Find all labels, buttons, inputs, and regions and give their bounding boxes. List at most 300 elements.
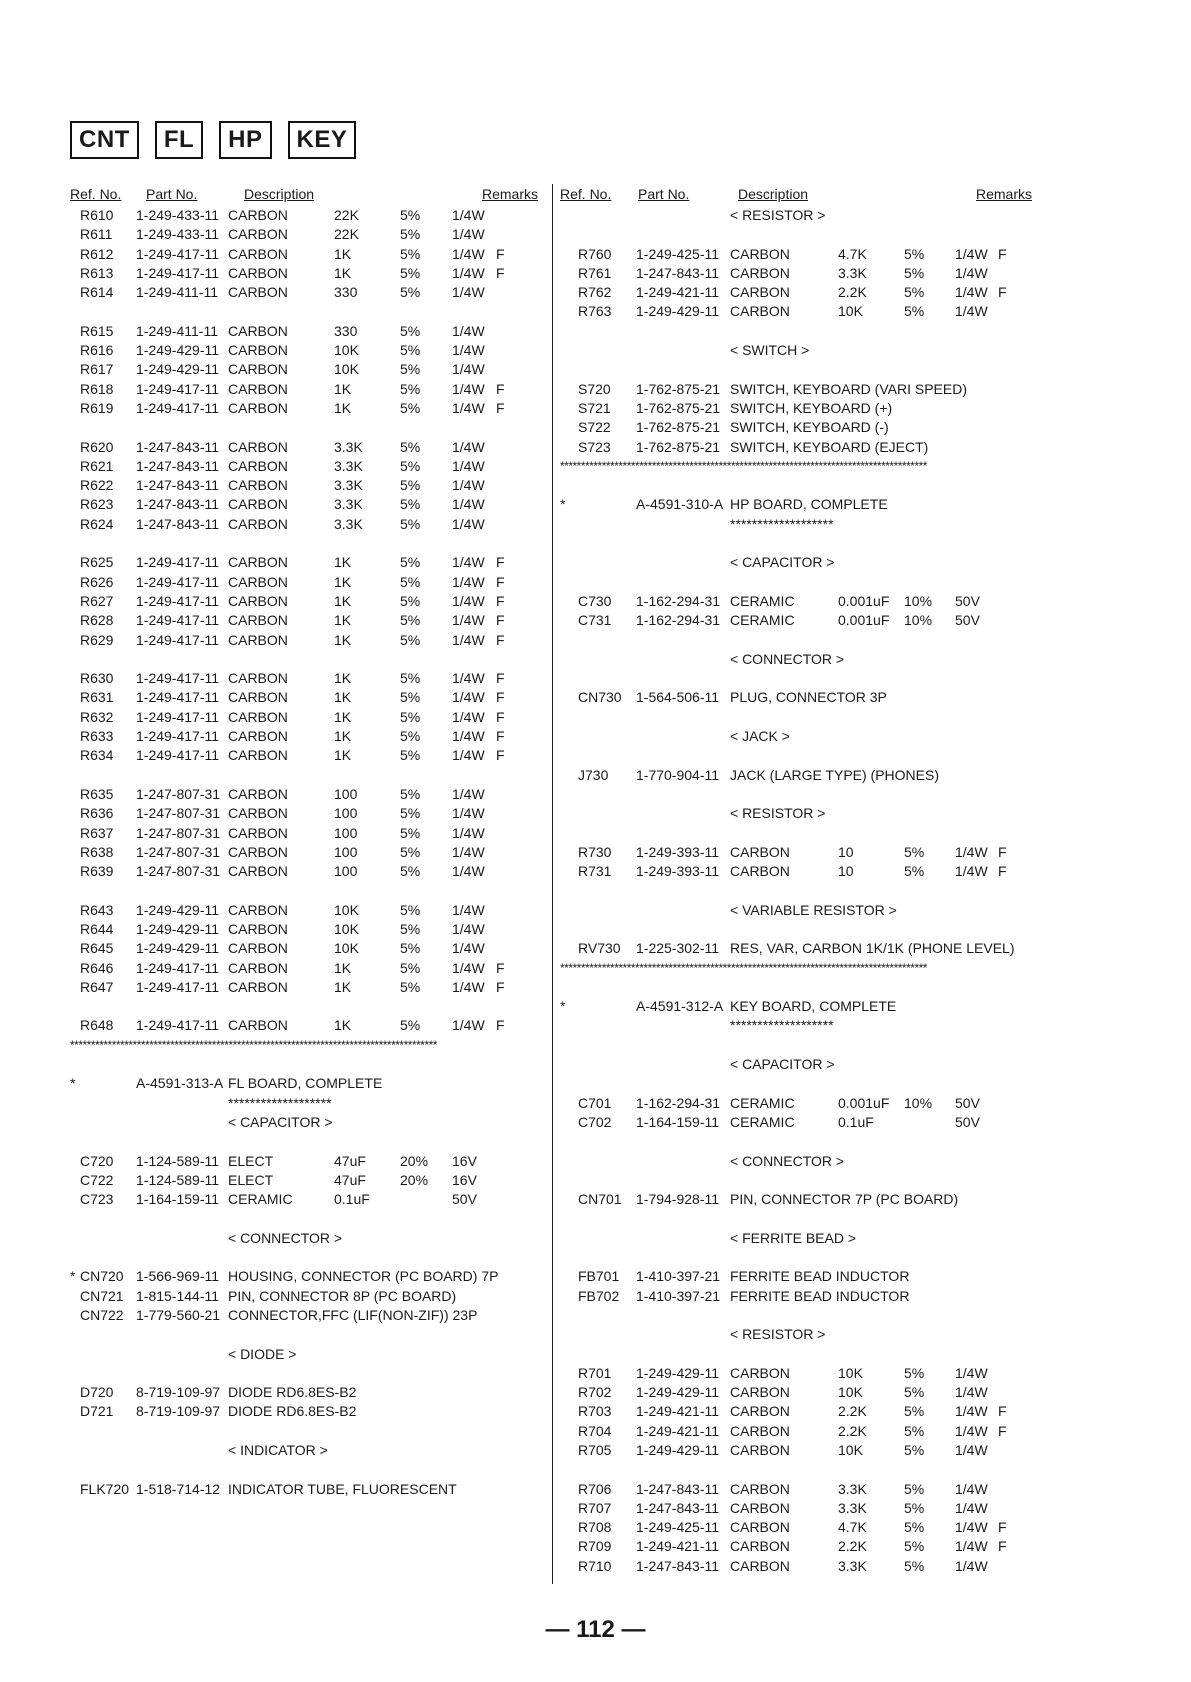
tolerance: 5% bbox=[904, 284, 925, 301]
tag-key: KEY bbox=[288, 121, 357, 159]
spacer bbox=[70, 418, 548, 437]
description: CARBON bbox=[228, 322, 288, 339]
ref-no: CN720 bbox=[80, 1268, 124, 1285]
part-no: 1-249-429-11 bbox=[136, 901, 220, 918]
tolerance: 5% bbox=[904, 1480, 925, 1497]
part-row bbox=[70, 592, 548, 611]
remark-flag: F bbox=[998, 843, 1007, 860]
ref-no: R629 bbox=[80, 631, 114, 648]
spacer bbox=[560, 1171, 1040, 1190]
spacer bbox=[560, 669, 1040, 688]
spacer bbox=[560, 708, 1040, 727]
description: CARBON bbox=[228, 284, 288, 301]
part-row bbox=[70, 1402, 548, 1421]
category-label: < CAPACITOR > bbox=[730, 1056, 835, 1073]
part-row bbox=[70, 1152, 548, 1171]
rating: 16V bbox=[452, 1152, 477, 1169]
description: CARBON bbox=[730, 1519, 790, 1536]
part-no: 1-249-425-11 bbox=[636, 245, 720, 262]
part-no: 1-247-843-11 bbox=[136, 457, 220, 474]
ref-no: R626 bbox=[80, 573, 114, 590]
description: CARBON bbox=[228, 573, 288, 590]
part-row bbox=[70, 1287, 548, 1306]
part-no: 1-247-843-11 bbox=[136, 496, 220, 513]
tolerance: 10% bbox=[904, 612, 933, 629]
tolerance: 5% bbox=[400, 689, 421, 706]
value: 1K bbox=[334, 1017, 352, 1034]
rating: 1/4W bbox=[452, 863, 485, 880]
part-no: 1-247-807-31 bbox=[136, 805, 221, 822]
tolerance: 5% bbox=[400, 592, 421, 609]
ref-no: R647 bbox=[80, 978, 114, 995]
remark-flag: F bbox=[496, 554, 505, 571]
remark-flag: F bbox=[496, 978, 505, 995]
part-row bbox=[70, 978, 548, 997]
spacer bbox=[70, 534, 548, 553]
tolerance: 5% bbox=[904, 863, 925, 880]
tolerance: 5% bbox=[400, 264, 421, 281]
spacer bbox=[560, 978, 1040, 997]
rating: 16V bbox=[452, 1171, 477, 1188]
right-parts-list bbox=[560, 206, 1040, 1576]
part-no: 1-249-411-11 bbox=[136, 322, 218, 339]
value: 1K bbox=[334, 708, 352, 725]
description: INDICATOR TUBE, FLUORESCENT bbox=[228, 1480, 457, 1497]
ref-no: R619 bbox=[80, 399, 114, 416]
value: 4.7K bbox=[838, 245, 867, 262]
tolerance: 5% bbox=[400, 708, 421, 725]
ref-no: R611 bbox=[80, 226, 113, 243]
header-part-no: Part No. bbox=[146, 186, 198, 202]
part-row bbox=[70, 380, 548, 399]
part-no: 1-124-589-11 bbox=[136, 1171, 220, 1188]
rating: 1/4W bbox=[452, 708, 485, 725]
tolerance: 5% bbox=[400, 728, 421, 745]
rating: 1/4W bbox=[955, 303, 988, 320]
tolerance: 5% bbox=[400, 322, 421, 339]
spacer bbox=[560, 534, 1040, 553]
part-no: 1-164-159-11 bbox=[636, 1113, 720, 1130]
rating: 1/4W bbox=[452, 361, 485, 378]
rating: 1/4W bbox=[452, 496, 485, 513]
ref-no: R705 bbox=[578, 1442, 612, 1458]
part-row bbox=[70, 785, 548, 804]
description: CARBON bbox=[730, 863, 790, 880]
ref-no: R704 bbox=[578, 1422, 612, 1439]
ref-no: R623 bbox=[80, 496, 114, 513]
description: CARBON bbox=[228, 863, 288, 880]
part-no: 1-762-875-21 bbox=[636, 380, 721, 397]
value: 1K bbox=[334, 573, 352, 590]
remark-flag: F bbox=[496, 728, 505, 745]
description: CARBON bbox=[228, 824, 288, 841]
part-no: 1-249-417-11 bbox=[136, 978, 220, 995]
section-separator: **************************************************************************************** bbox=[560, 960, 927, 975]
part-row bbox=[70, 457, 548, 476]
ref-no: CN730 bbox=[578, 689, 622, 706]
board-title: HP BOARD, COMPLETE bbox=[730, 496, 888, 513]
part-no: 1-249-429-11 bbox=[636, 1384, 720, 1401]
rating: 1/4W bbox=[452, 554, 485, 571]
value: 100 bbox=[334, 843, 358, 860]
description: CARBON bbox=[228, 843, 288, 860]
part-no: 1-410-397-21 bbox=[636, 1268, 721, 1285]
description: CARBON bbox=[228, 940, 288, 957]
part-row bbox=[560, 1364, 1040, 1383]
part-no: 1-162-294-31 bbox=[636, 592, 721, 609]
description: RES, VAR, CARBON 1K/1K (PHONE LEVEL) bbox=[730, 940, 1015, 957]
part-row bbox=[560, 1499, 1040, 1518]
part-no: 1-762-875-21 bbox=[636, 399, 721, 416]
description: CARBON bbox=[228, 226, 288, 243]
tag-cnt: CNT bbox=[70, 121, 139, 159]
description: CARBON bbox=[228, 901, 288, 918]
value: 0.1uF bbox=[334, 1191, 370, 1208]
description: SWITCH, KEYBOARD (EJECT) bbox=[730, 438, 929, 455]
part-row bbox=[70, 1383, 548, 1402]
tolerance: 5% bbox=[400, 573, 421, 590]
rating: 1/4W bbox=[452, 264, 485, 281]
board-underline bbox=[560, 515, 1040, 534]
part-row bbox=[70, 824, 548, 843]
part-no: 1-247-843-11 bbox=[136, 515, 220, 532]
description: PIN, CONNECTOR 7P (PC BOARD) bbox=[730, 1191, 959, 1208]
ref-no: R709 bbox=[578, 1538, 612, 1555]
category-heading bbox=[560, 341, 1040, 360]
spacer bbox=[560, 476, 1040, 495]
part-row bbox=[70, 553, 548, 572]
part-no: 1-249-417-11 bbox=[136, 592, 220, 609]
rating: 1/4W bbox=[452, 1017, 485, 1034]
rating: 1/4W bbox=[955, 1422, 988, 1439]
rating: 1/4W bbox=[955, 1364, 988, 1381]
category-heading bbox=[560, 1055, 1040, 1074]
part-row bbox=[560, 399, 1040, 418]
asterisk-mark: * bbox=[560, 998, 566, 1015]
tag-fl: FL bbox=[155, 121, 203, 159]
description: SWITCH, KEYBOARD (-) bbox=[730, 419, 889, 436]
description: CARBON bbox=[228, 245, 288, 262]
ref-no: S723 bbox=[578, 438, 611, 455]
category-heading bbox=[560, 901, 1040, 920]
rating: 1/4W bbox=[452, 342, 485, 359]
ref-no: R707 bbox=[578, 1499, 612, 1516]
remark-flag: F bbox=[496, 747, 505, 764]
tolerance: 5% bbox=[400, 978, 421, 995]
ref-no: R730 bbox=[578, 843, 612, 860]
tolerance: 5% bbox=[400, 554, 421, 571]
tolerance: 5% bbox=[400, 284, 421, 301]
spacer bbox=[70, 1132, 548, 1151]
tolerance: 20% bbox=[400, 1171, 429, 1188]
part-no: 1-815-144-11 bbox=[136, 1287, 220, 1304]
category-heading bbox=[560, 553, 1040, 572]
spacer bbox=[560, 881, 1040, 900]
rating: 1/4W bbox=[955, 1519, 988, 1536]
value: 1K bbox=[334, 689, 352, 706]
part-no: 1-249-417-11 bbox=[136, 573, 220, 590]
header-ref-no: Ref. No. bbox=[560, 186, 612, 202]
remark-flag: F bbox=[496, 1017, 505, 1034]
part-row bbox=[70, 438, 548, 457]
board-title: FL BOARD, COMPLETE bbox=[228, 1075, 383, 1092]
tolerance: 5% bbox=[400, 670, 421, 687]
ref-no: R708 bbox=[578, 1519, 612, 1536]
rating: 1/4W bbox=[452, 399, 485, 416]
description: CARBON bbox=[730, 284, 790, 301]
category-label: < CAPACITOR > bbox=[228, 1113, 333, 1130]
header-ref-no: Ref. No. bbox=[70, 186, 122, 202]
part-row bbox=[560, 1287, 1040, 1306]
page-number: — 112 — bbox=[545, 1616, 646, 1643]
ref-no: FB702 bbox=[578, 1287, 620, 1304]
rating: 50V bbox=[955, 592, 980, 609]
description: DIODE RD6.8ES-B2 bbox=[228, 1403, 357, 1420]
value: 10K bbox=[838, 1364, 863, 1381]
part-row bbox=[560, 843, 1040, 862]
board-row bbox=[560, 997, 1040, 1016]
ref-no: FLK720 bbox=[80, 1480, 130, 1497]
ref-no: R710 bbox=[578, 1557, 612, 1574]
part-no: A-4591-312-A bbox=[636, 998, 724, 1015]
description: CARBON bbox=[228, 689, 288, 706]
part-no: 1-249-417-11 bbox=[136, 631, 220, 648]
part-row bbox=[70, 245, 548, 264]
rating: 1/4W bbox=[452, 670, 485, 687]
description: CARBON bbox=[228, 805, 288, 822]
part-row bbox=[560, 264, 1040, 283]
board-title: KEY BOARD, COMPLETE bbox=[730, 998, 897, 1015]
header-remarks: Remarks bbox=[482, 186, 539, 202]
part-no: 1-249-417-11 bbox=[136, 689, 220, 706]
spacer bbox=[560, 1248, 1040, 1267]
part-row bbox=[560, 418, 1040, 437]
ref-no: R633 bbox=[80, 728, 114, 745]
spacer bbox=[560, 1132, 1040, 1151]
value: 0.001uF bbox=[838, 1094, 890, 1111]
spacer bbox=[560, 573, 1040, 592]
ref-no: C702 bbox=[578, 1113, 612, 1130]
ref-no: R702 bbox=[578, 1384, 612, 1401]
part-row bbox=[70, 804, 548, 823]
description: CARBON bbox=[730, 843, 790, 860]
rating: 1/4W bbox=[452, 322, 485, 339]
spacer bbox=[70, 1325, 548, 1344]
remark-flag: F bbox=[496, 399, 505, 416]
description: CARBON bbox=[228, 477, 288, 494]
ref-no: R618 bbox=[80, 380, 114, 397]
ref-no: R638 bbox=[80, 843, 114, 860]
part-no: A-4591-313-A bbox=[136, 1075, 224, 1092]
category-label: < RESISTOR > bbox=[730, 805, 826, 822]
ref-no: R644 bbox=[80, 920, 114, 937]
tolerance: 5% bbox=[400, 438, 421, 455]
ref-no: R643 bbox=[80, 901, 114, 918]
part-no: 1-247-807-31 bbox=[136, 863, 221, 880]
spacer bbox=[560, 920, 1040, 939]
tolerance: 5% bbox=[400, 342, 421, 359]
ref-no: CN722 bbox=[80, 1306, 124, 1323]
value: 0.001uF bbox=[838, 612, 890, 629]
value: 3.3K bbox=[838, 1499, 867, 1516]
ref-no: R610 bbox=[80, 207, 114, 223]
left-parts-column bbox=[70, 186, 548, 1499]
ref-no: R639 bbox=[80, 863, 114, 880]
ref-no: R622 bbox=[80, 477, 114, 494]
column-divider bbox=[552, 184, 553, 1584]
value: 10K bbox=[334, 901, 359, 918]
underline-stars: ******************* bbox=[730, 1017, 834, 1034]
remark-flag: F bbox=[998, 1422, 1007, 1439]
ref-no: CN701 bbox=[578, 1191, 622, 1208]
remark-flag: F bbox=[496, 959, 505, 976]
value: 10K bbox=[838, 303, 863, 320]
value: 100 bbox=[334, 824, 358, 841]
ref-no: D720 bbox=[80, 1384, 114, 1401]
ref-no: R617 bbox=[80, 361, 114, 378]
description: CARBON bbox=[730, 1384, 790, 1401]
part-no: 1-249-421-11 bbox=[636, 284, 720, 301]
part-no: 1-247-843-11 bbox=[636, 264, 720, 281]
part-row bbox=[560, 939, 1040, 958]
part-no: 1-249-411-11 bbox=[136, 284, 218, 301]
tolerance: 5% bbox=[904, 1384, 925, 1401]
description: DIODE RD6.8ES-B2 bbox=[228, 1384, 357, 1401]
part-row bbox=[70, 708, 548, 727]
part-no: 1-124-589-11 bbox=[136, 1152, 220, 1169]
part-row bbox=[560, 1518, 1040, 1537]
ref-no: C730 bbox=[578, 592, 612, 609]
description: CARBON bbox=[730, 1480, 790, 1497]
part-no: 1-410-397-21 bbox=[636, 1287, 721, 1304]
tolerance: 10% bbox=[904, 592, 933, 609]
ref-no: C723 bbox=[80, 1191, 114, 1208]
section-separator: **************************************************************************************** bbox=[560, 458, 927, 473]
part-no: 1-249-417-11 bbox=[136, 728, 220, 745]
left-column-header bbox=[70, 186, 548, 206]
category-label: < CONNECTOR > bbox=[730, 650, 845, 667]
part-no: 1-564-506-11 bbox=[636, 689, 720, 706]
category-heading bbox=[560, 206, 1040, 225]
category-heading bbox=[560, 727, 1040, 746]
ref-no: R612 bbox=[80, 245, 114, 262]
part-row bbox=[560, 592, 1040, 611]
part-no: 1-249-417-11 bbox=[136, 708, 220, 725]
category-label: < CONNECTOR > bbox=[228, 1229, 343, 1246]
tolerance: 5% bbox=[904, 1403, 925, 1420]
part-row bbox=[70, 1480, 548, 1499]
tolerance: 5% bbox=[904, 1422, 925, 1439]
value: 10K bbox=[334, 920, 359, 937]
ref-no: R762 bbox=[578, 284, 612, 301]
value: 1K bbox=[334, 245, 352, 262]
spacer bbox=[70, 1460, 548, 1479]
remark-flag: F bbox=[998, 1519, 1007, 1536]
category-heading bbox=[70, 1229, 548, 1248]
board-underline bbox=[560, 1016, 1040, 1035]
part-no: 1-249-393-11 bbox=[636, 863, 720, 880]
value: 1K bbox=[334, 592, 352, 609]
part-row bbox=[560, 1383, 1040, 1402]
rating: 1/4W bbox=[452, 438, 485, 455]
value: 4.7K bbox=[838, 1519, 867, 1536]
ref-no: R636 bbox=[80, 805, 114, 822]
ref-no: D721 bbox=[80, 1403, 114, 1420]
value: 1K bbox=[334, 612, 352, 629]
spacer bbox=[560, 1209, 1040, 1228]
part-row bbox=[560, 766, 1040, 785]
section-tags bbox=[70, 121, 356, 159]
description: CERAMIC bbox=[730, 1113, 795, 1130]
part-row bbox=[70, 1016, 548, 1035]
rating: 1/4W bbox=[452, 380, 485, 397]
ref-no: RV730 bbox=[578, 940, 621, 957]
value: 47uF bbox=[334, 1171, 366, 1188]
description: CARBON bbox=[228, 612, 288, 629]
ref-no: R761 bbox=[578, 264, 612, 281]
value: 3.3K bbox=[334, 477, 363, 494]
category-heading bbox=[70, 1345, 548, 1364]
description: CARBON bbox=[228, 670, 288, 687]
ref-no: R615 bbox=[80, 322, 114, 339]
ref-no: R628 bbox=[80, 612, 114, 629]
description: CARBON bbox=[228, 342, 288, 359]
part-row bbox=[560, 1557, 1040, 1576]
part-row bbox=[70, 1190, 548, 1209]
category-heading bbox=[560, 804, 1040, 823]
part-no: 1-249-417-11 bbox=[136, 380, 220, 397]
remark-flag: F bbox=[496, 612, 505, 629]
spacer bbox=[560, 360, 1040, 379]
ref-no: R624 bbox=[80, 515, 114, 532]
ref-no: R614 bbox=[80, 284, 114, 301]
value: 2.2K bbox=[838, 1422, 867, 1439]
tolerance: 5% bbox=[400, 399, 421, 416]
spacer bbox=[70, 997, 548, 1016]
description: CERAMIC bbox=[730, 1094, 795, 1111]
rating: 1/4W bbox=[452, 515, 485, 532]
part-row bbox=[560, 1190, 1040, 1209]
part-no: 1-249-417-11 bbox=[136, 245, 220, 262]
description: CERAMIC bbox=[730, 612, 795, 629]
tolerance: 5% bbox=[400, 515, 421, 532]
value: 3.3K bbox=[334, 515, 363, 532]
underline-stars: ******************* bbox=[730, 515, 834, 532]
tolerance: 5% bbox=[400, 207, 421, 223]
rating: 1/4W bbox=[452, 785, 485, 802]
part-row bbox=[70, 1306, 548, 1325]
part-no: 1-249-433-11 bbox=[136, 226, 220, 243]
part-no: 1-164-159-11 bbox=[136, 1191, 220, 1208]
part-row bbox=[70, 688, 548, 707]
description: CARBON bbox=[228, 207, 288, 223]
ref-no: R637 bbox=[80, 824, 114, 841]
part-row bbox=[560, 283, 1040, 302]
part-row bbox=[70, 264, 548, 283]
remark-flag: F bbox=[998, 245, 1007, 262]
category-heading bbox=[560, 650, 1040, 669]
ref-no: R621 bbox=[80, 457, 114, 474]
part-row bbox=[560, 1441, 1040, 1460]
rating: 1/4W bbox=[452, 689, 485, 706]
ref-no: R701 bbox=[578, 1364, 612, 1381]
part-row bbox=[70, 341, 548, 360]
value: 3.3K bbox=[838, 1480, 867, 1497]
value: 0.1uF bbox=[838, 1113, 874, 1130]
ref-no: R620 bbox=[80, 438, 114, 455]
tolerance: 5% bbox=[904, 1499, 925, 1516]
part-no: 1-794-928-11 bbox=[636, 1191, 720, 1208]
